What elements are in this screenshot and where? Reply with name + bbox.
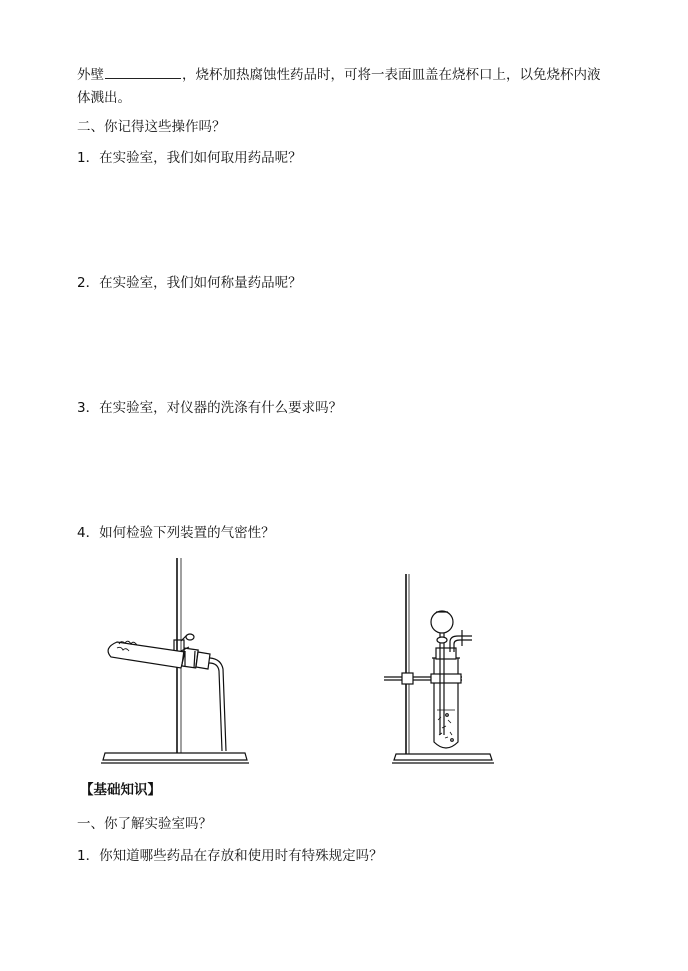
paragraph-line-2: 体溅出。 <box>77 90 131 106</box>
question-number: 2． <box>77 275 100 291</box>
question-text: 在实验室，我们如何取用药品呢？ <box>99 150 302 166</box>
question-2 <box>77 273 302 293</box>
paragraph-end: ，烧杯加热腐蚀性药品时，可将一表面皿盖在烧杯口上，以免烧杯内液 <box>182 67 601 83</box>
question-number: 4． <box>77 525 100 541</box>
iron-stand-funnel-figure <box>390 570 500 770</box>
question-number: 1． <box>77 150 100 166</box>
question-text: 在实验室，我们如何称量药品呢？ <box>99 275 302 291</box>
iron-stand-test-tube-figure <box>95 555 265 770</box>
section-title-operations: 二、你记得这些操作吗？ <box>77 119 226 135</box>
paragraph-line-1 <box>77 64 601 85</box>
basics-question-1 <box>77 846 383 866</box>
question-number: 3． <box>77 400 100 416</box>
question-1 <box>77 148 302 168</box>
question-text: 你知道哪些药品在存放和使用时有特殊规定吗？ <box>99 848 383 864</box>
question-3 <box>77 398 342 418</box>
basics-heading: 【基础知识】 <box>80 782 161 798</box>
question-number: 1． <box>77 848 100 864</box>
paragraph-start: 外壁 <box>77 67 104 83</box>
section-title-laboratory: 一、你了解实验室吗？ <box>77 816 212 832</box>
fill-in-blank[interactable] <box>105 64 181 79</box>
question-text: 在实验室，对仪器的洗涤有什么要求吗？ <box>99 400 343 416</box>
question-text: 如何检验下列装置的气密性？ <box>99 525 275 541</box>
question-4 <box>77 523 275 543</box>
